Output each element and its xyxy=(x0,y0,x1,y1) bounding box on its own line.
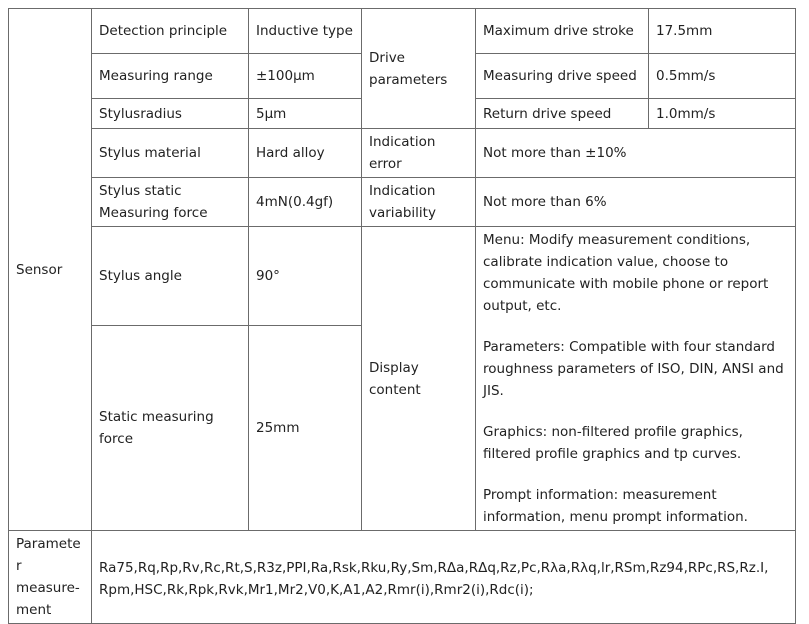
display-prompt-paragraph: Prompt information: measurement information, menu prompt information. xyxy=(483,487,748,525)
indication-error-label: Indication error xyxy=(362,129,476,178)
stylus-angle-value: 90° xyxy=(249,227,362,326)
display-graphics-paragraph: Graphics: non-filtered profile graphics, filtered profile graphics and tp curves. xyxy=(483,424,743,462)
stylus-material-label: Stylus material xyxy=(92,129,249,178)
table-row xyxy=(9,129,796,178)
static-measuring-force-value: 25mm xyxy=(249,325,362,530)
detection-principle-label: Detection principle xyxy=(92,9,249,54)
drive-parameters-label: Drive parameters xyxy=(362,9,476,129)
display-content-label: Display content xyxy=(362,227,476,531)
return-drive-speed-value: 1.0mm/s xyxy=(649,99,796,129)
stylus-angle-label: Stylus angle xyxy=(92,227,249,326)
table-row xyxy=(9,227,796,326)
parameter-measurement-label: Parameter measure-ment xyxy=(9,531,92,624)
return-drive-speed-label: Return drive speed xyxy=(476,99,649,129)
specification-table xyxy=(8,8,796,624)
display-content-text xyxy=(476,227,796,531)
sensor-label: Sensor xyxy=(9,9,92,531)
max-drive-stroke-value: 17.5mm xyxy=(649,9,796,54)
stylus-static-force-value: 4mN(0.4gf) xyxy=(249,178,362,227)
table-row xyxy=(9,9,796,54)
stylus-radius-label: Stylusradius xyxy=(92,99,249,129)
measuring-range-label: Measuring range xyxy=(92,54,249,99)
measuring-range-value: ±100μm xyxy=(249,54,362,99)
static-measuring-force-label: Static measuring force xyxy=(92,325,249,530)
stylus-material-value: Hard alloy xyxy=(249,129,362,178)
indication-variability-label: Indication variability xyxy=(362,178,476,227)
detection-principle-value: Inductive type xyxy=(249,9,362,54)
parameter-measurement-value: Ra75,Rq,Rp,Rv,Rc,Rt,S,R3z,PPI,Ra,Rsk,Rku,Ry,Sm,RΔa,RΔq,Rz,Pc,Rλa,Rλq,lr,RSm,Rz94,RPc,RS,Rz.I, Rpm,HSC,Rk,Rpk,Rvk,Mr1,Mr2,V0,K,A1,A2,Rmr(i),Rmr2(i),Rdc(i); xyxy=(92,531,796,624)
table-row xyxy=(9,531,796,624)
display-parameters-paragraph: Parameters: Compatible with four standard roughness parameters of ISO, DIN, ANSI and JIS. xyxy=(483,339,784,399)
indication-error-value: Not more than ±10% xyxy=(476,129,796,178)
measuring-drive-speed-value: 0.5mm/s xyxy=(649,54,796,99)
indication-variability-value: Not more than 6% xyxy=(476,178,796,227)
display-menu-paragraph: Menu: Modify measurement conditions, calibrate indication value, choose to communicate with mobile phone or report output, etc. xyxy=(483,232,769,314)
stylus-static-force-label: Stylus static Measuring force xyxy=(92,178,249,227)
stylus-radius-value: 5μm xyxy=(249,99,362,129)
max-drive-stroke-label: Maximum drive stroke xyxy=(476,9,649,54)
measuring-drive-speed-label: Measuring drive speed xyxy=(476,54,649,99)
table-row xyxy=(9,178,796,227)
spec-table-container xyxy=(8,8,796,624)
